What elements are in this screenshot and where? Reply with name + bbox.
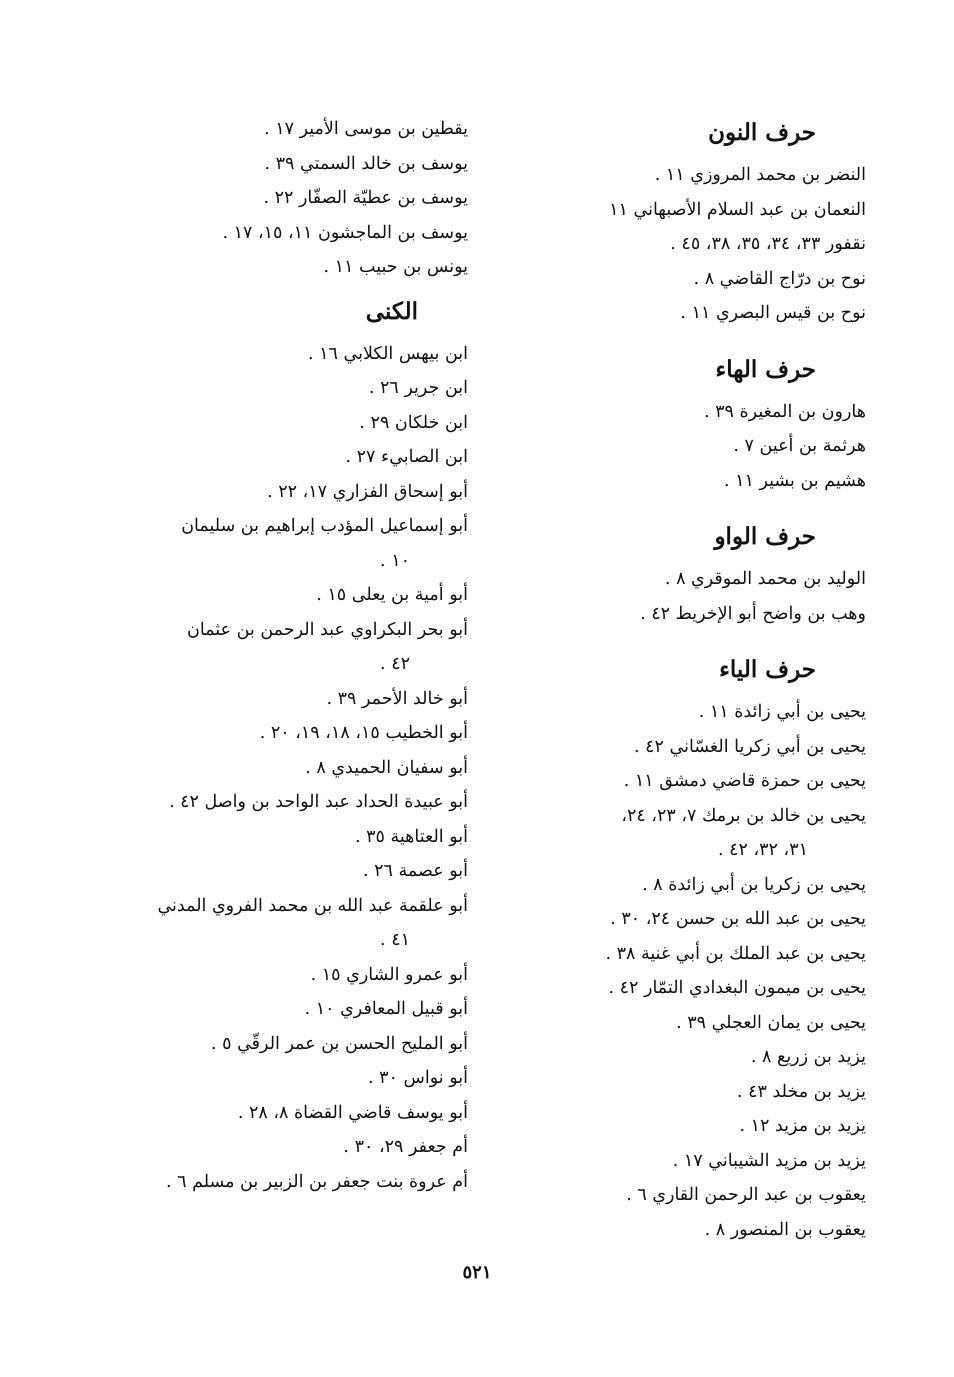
index-entry: يحيى بن عبد الله بن حسن ٢٤، ٣٠ . — [610, 909, 866, 929]
index-entry: يوسف بن الماجشون ١١، ١٥، ١٧ . — [222, 222, 468, 243]
index-entry: يونس بن حبيب ١١ . — [323, 257, 468, 277]
index-entry: يحيى بن ميمون البغدادي التمّار ٤٢ . — [608, 978, 866, 998]
index-entry: يزيد بن مزيد الشيباني ١٧ . — [672, 1150, 866, 1171]
continuation-text: ١٠ . — [380, 550, 410, 571]
index-entry-continuation — [108, 544, 468, 579]
index-entry: أبو سفيان الحميدي ٨ . — [305, 757, 468, 778]
index-entry: أبو العتاهية ٣٥ . — [355, 826, 468, 847]
index-entry: أبو الخطيب ١٥، ١٨، ١٩، ٢٠ . — [259, 723, 468, 743]
index-entry: النضر بن محمد المروزي ١١ . — [654, 165, 866, 185]
index-entry: أبو خالد الأحمر ٣٩ . — [326, 688, 468, 709]
continuation-text: ٤٢ . — [380, 654, 410, 674]
index-entry: أبو عصمة ٢٦ . — [363, 861, 468, 881]
section-heading-ha: حرف الهاء — [715, 355, 816, 383]
index-entry: أم جعفر ٢٩، ٣٠ . — [343, 1137, 468, 1157]
index-entry: هرثمة بن أعين ٧ . — [733, 436, 866, 456]
section-heading-nun: حرف النون — [708, 119, 816, 146]
index-entry-continuation — [496, 833, 866, 868]
index-entry: أبو إسحاق الفزاري ١٧، ٢٢ . — [267, 481, 468, 502]
index-entry: الوليد بن محمد الموقري ٨ . — [664, 569, 866, 589]
index-entry: ابن جرير ٢٦ . — [368, 378, 468, 398]
index-entry: أبو علقمة عبد الله بن محمد الفروي المدني — [157, 895, 468, 916]
left-column — [108, 112, 468, 1199]
index-entry: أبو يوسف قاضي القضاة ٨، ٢٨ . — [237, 1102, 468, 1123]
index-entry: يحيى بن عبد الملك بن أبي غنية ٣٨ . — [605, 943, 866, 964]
index-entry: يحيى بن حمزة قاضي دمشق ١١ . — [623, 771, 866, 791]
index-entry: وهب بن واضح أبو الإخريط ٤٢ . — [640, 603, 866, 624]
index-entry: أبو عمرو الشاري ١٥ . — [310, 964, 468, 985]
continuation-text: ٣١، ٣٢، ٤٢ . — [717, 840, 808, 860]
index-entry: يزيد بن مزيد ١٢ . — [739, 1116, 866, 1136]
index-entry: أبو بحر البكراوي عبد الرحمن بن عثمان — [186, 619, 468, 640]
index-entry: يعقوب بن المنصور ٨ . — [704, 1219, 866, 1240]
index-entry: يحيى بن خالد بن برمك ٧، ٢٣، ٢٤، — [621, 805, 866, 826]
index-entry: ابن بيهس الكلابي ١٦ . — [308, 343, 468, 364]
index-entry: نقفور ٣٣، ٣٤، ٣٥، ٣٨، ٤٥ . — [670, 234, 866, 254]
right-column — [496, 112, 866, 1247]
index-entry: يحيى بن أبي زائدة ١١ . — [698, 702, 866, 722]
page-number: ٥٢١ — [462, 1262, 492, 1283]
index-entry: النعمان بن عبد السلام الأصبهاني ١١ — [609, 199, 866, 220]
index-entry: نوح بن قيس البصري ١١ . — [680, 303, 866, 323]
index-entry: هارون بن المغيرة ٣٩ . — [703, 401, 866, 422]
index-entry: يعقوب بن عبد الرحمن القاري ٦ . — [626, 1185, 866, 1205]
index-entry: يزيد بن زريع ٨ . — [750, 1047, 866, 1067]
section-heading-waw: حرف الواو — [714, 523, 816, 550]
index-entry-continuation — [108, 923, 468, 958]
continuation-text: ٤١ . — [380, 930, 410, 950]
index-entry: يوسف بن خالد السمتي ٣٩ . — [264, 153, 468, 174]
index-entry: ابن خلكان ٢٩ . — [359, 412, 468, 433]
index-entry: أبو قبيل المعافري ١٠ . — [304, 999, 468, 1019]
index-entry: يوسف بن عطيّة الصفّار ٢٢ . — [263, 188, 468, 208]
index-entry: أم عروة بنت جعفر بن الزبير بن مسلم ٦ . — [165, 1171, 468, 1192]
index-entry: أبو عبيدة الحداد عبد الواحد بن واصل ٤٢ . — [169, 792, 468, 812]
section-heading-ya: حرف الياء — [719, 656, 816, 683]
index-entry: يقطين بن موسى الأمير ١٧ . — [264, 119, 468, 139]
index-entry: يزيد بن مخلد ٤٣ . — [736, 1081, 866, 1102]
index-entry: يحيى بن يمان العجلي ٣٩ . — [676, 1012, 866, 1033]
index-entry: أبو المليح الحسن بن عمر الرقّي ٥ . — [210, 1033, 468, 1054]
index-entry: أبو إسماعيل المؤدب إبراهيم بن سليمان — [181, 516, 468, 536]
index-entry: يحيى بن زكريا بن أبي زائدة ٨ . — [642, 874, 866, 895]
index-entry: هشيم بن بشير ١١ . — [723, 470, 866, 491]
index-entry: يحيى بن أبي زكريا الغسّاني ٤٢ . — [634, 736, 866, 757]
index-entry: أبو أمية بن يعلى ١٥ . — [316, 585, 468, 605]
index-entry: أبو نواس ٣٠ . — [368, 1068, 468, 1088]
index-entry-continuation — [108, 647, 468, 682]
index-entry: ابن الصابيء ٢٧ . — [345, 447, 468, 467]
index-entry: نوح بن درّاج القاضي ٨ . — [693, 268, 866, 289]
section-heading-kuna: الكنى — [365, 297, 418, 325]
